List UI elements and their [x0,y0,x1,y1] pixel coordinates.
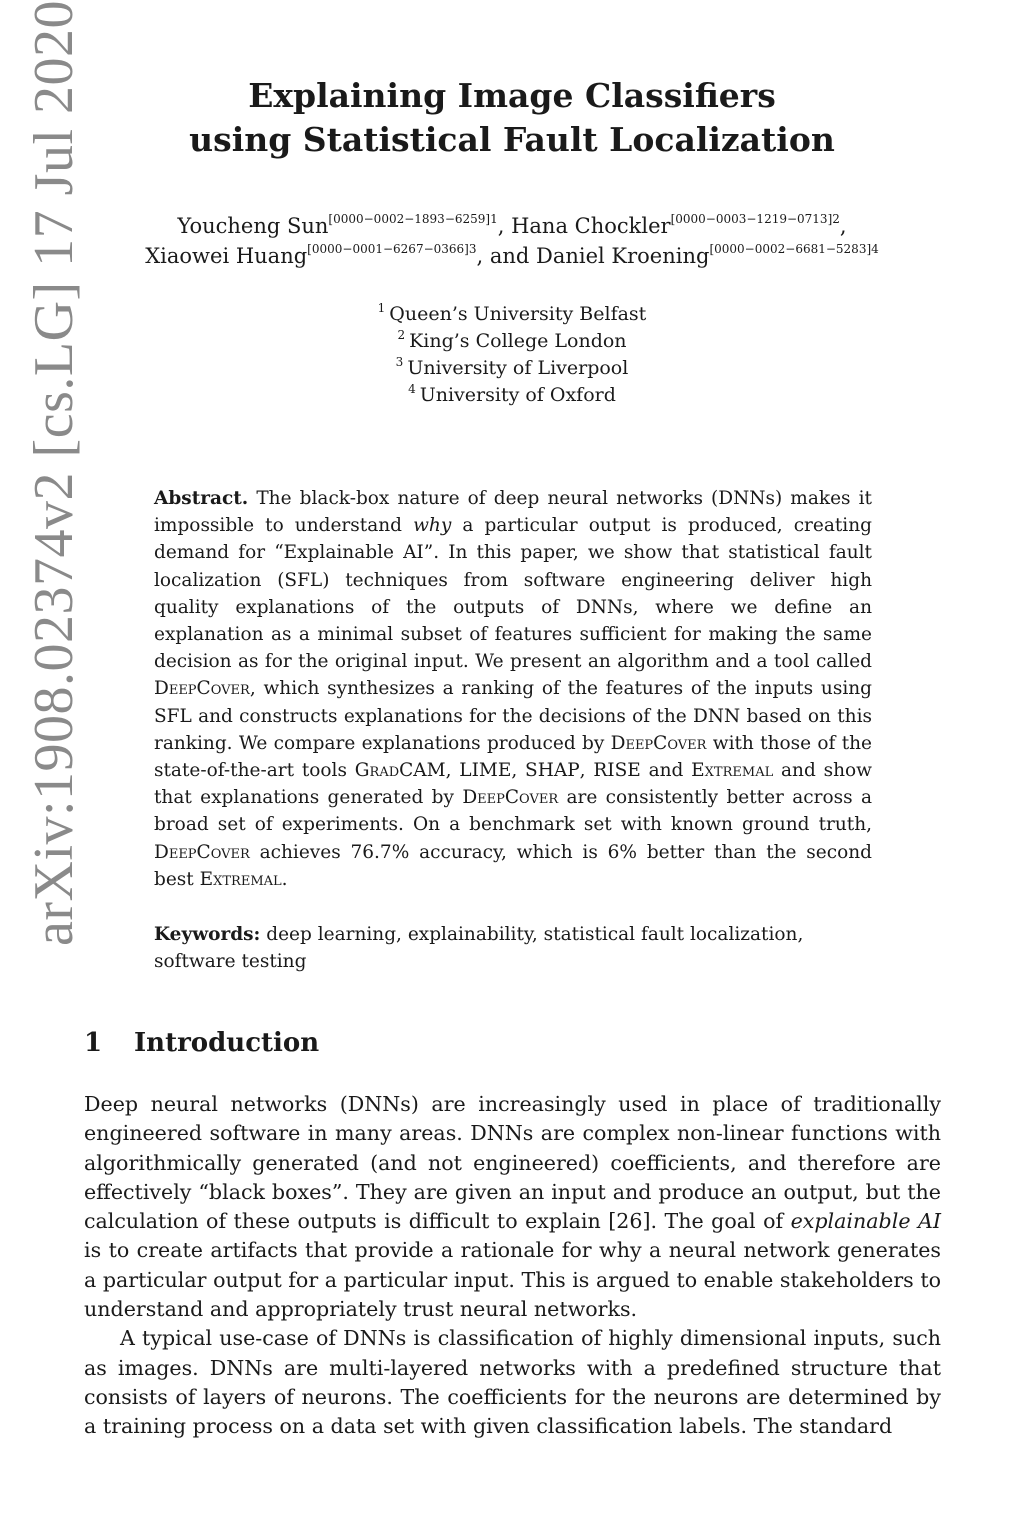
author-name: Daniel Kroening [536,244,710,268]
abstract: Abstract. The black-box nature of deep neural networks (DNNs) makes it impossible to understand why a particular output is produced, creating demand for “Explainable AI”. In this paper, we show that statistical fault localization (SFL) techniques from software engineering deliver high quality explanations of the outputs of DNNs, where we define an explanation as a minimal subset of features sufficient for making the same decision as for the original input. We present an algorithm and a tool called DeepCover, which synthesizes a ranking of the features of the inputs using SFL and constructs explanations for the decisions of the DNN based on this ranking. We compare explanations produced by DeepCover with those of the state-of-the-art tools GradCAM, LIME, SHAP, RISE and Extremal and show that explanations generated by DeepCover are consistently better across a broad set of experiments. On a benchmark set with known ground truth, DeepCover achieves 76.7% accuracy, which is 6% better than the second best Extremal. [154,488,872,890]
author-separator: , and [476,244,537,268]
abstract-label: Abstract. [154,488,249,509]
introduction-body [84,1090,941,1442]
keywords-text: deep learning, explainability, statistical fault localization, software testing [154,924,804,973]
paper-title [100,74,924,162]
tool-name: Extremal [199,868,282,890]
tool-name: DeepCover [610,732,707,754]
author-orcid: [0000−0002−6681−5283]4 [709,242,879,256]
keywords-label: Keywords: [154,924,261,945]
tool-name: GradCAM [354,760,446,782]
affiliation: $^4$ University of Oxford [408,382,616,406]
section-number: 1 [84,1028,103,1058]
author-orcid: [0000−0002−1893−6259]1 [328,212,498,226]
paragraph: A typical use-case of DNNs is classification of highly dimensional inputs, such as images. DNNs are multi-layered networks with a predefined structure that consists of layers of neurons. The coefficients for the neurons are determined by a training process on a data set with given classification labels. The standard [84,1326,941,1439]
author-name: Hana Chockler [511,214,671,238]
tool-name: RISE [593,760,641,782]
section-heading [84,1025,319,1061]
paper-title-line-2: using Statistical Fault Localization [189,120,835,159]
affiliation: $^1$ Queen’s University Belfast [377,301,647,325]
tool-name: SHAP [525,760,580,782]
affiliation: $^3$ University of Liverpool [395,355,629,379]
affiliation-list [200,301,824,409]
tool-name: LIME [459,760,512,782]
tool-name: DeepCover [154,841,250,863]
author-name: Xiaowei Huang [145,244,308,268]
author-orcid: [0000−0001−6267−0366]3 [307,242,477,256]
author-separator: , [497,214,512,238]
paragraph: Deep neural networks (DNNs) are increasingly used in place of traditionally engineered software in many areas. DNNs are complex non-linear functions with algorithmically generated (and not engineered) coefficients, and therefore are effectively “black boxes”. They are given an input and produce an output, but the calculation of these outputs is difficult to explain [26]. The goal of explainable AI is to create artifacts that provide a rationale for why a neural network generates a particular output for a particular input. This is argued to enable stakeholders to understand and appropriately trust neural networks. [84,1092,941,1322]
section-title: Introduction [134,1028,320,1058]
tool-name: DeepCover [154,678,250,700]
arxiv-identifier-stamp: arXiv:1908.02374v2 [cs.LG] 17 Jul 2020 [23,0,85,946]
paper-title-line-1: Explaining Image Classifiers [248,76,776,115]
author-list [60,211,964,271]
affiliation: $^2$ King’s College London [397,328,627,352]
author-orcid: [0000−0003−1219−0713]2 [670,212,840,226]
tool-name: DeepCover [462,787,559,809]
tool-name: Extremal [691,760,774,782]
keywords [154,921,872,975]
author-name: Youcheng Sun [177,214,329,238]
author-separator: , [839,214,847,238]
